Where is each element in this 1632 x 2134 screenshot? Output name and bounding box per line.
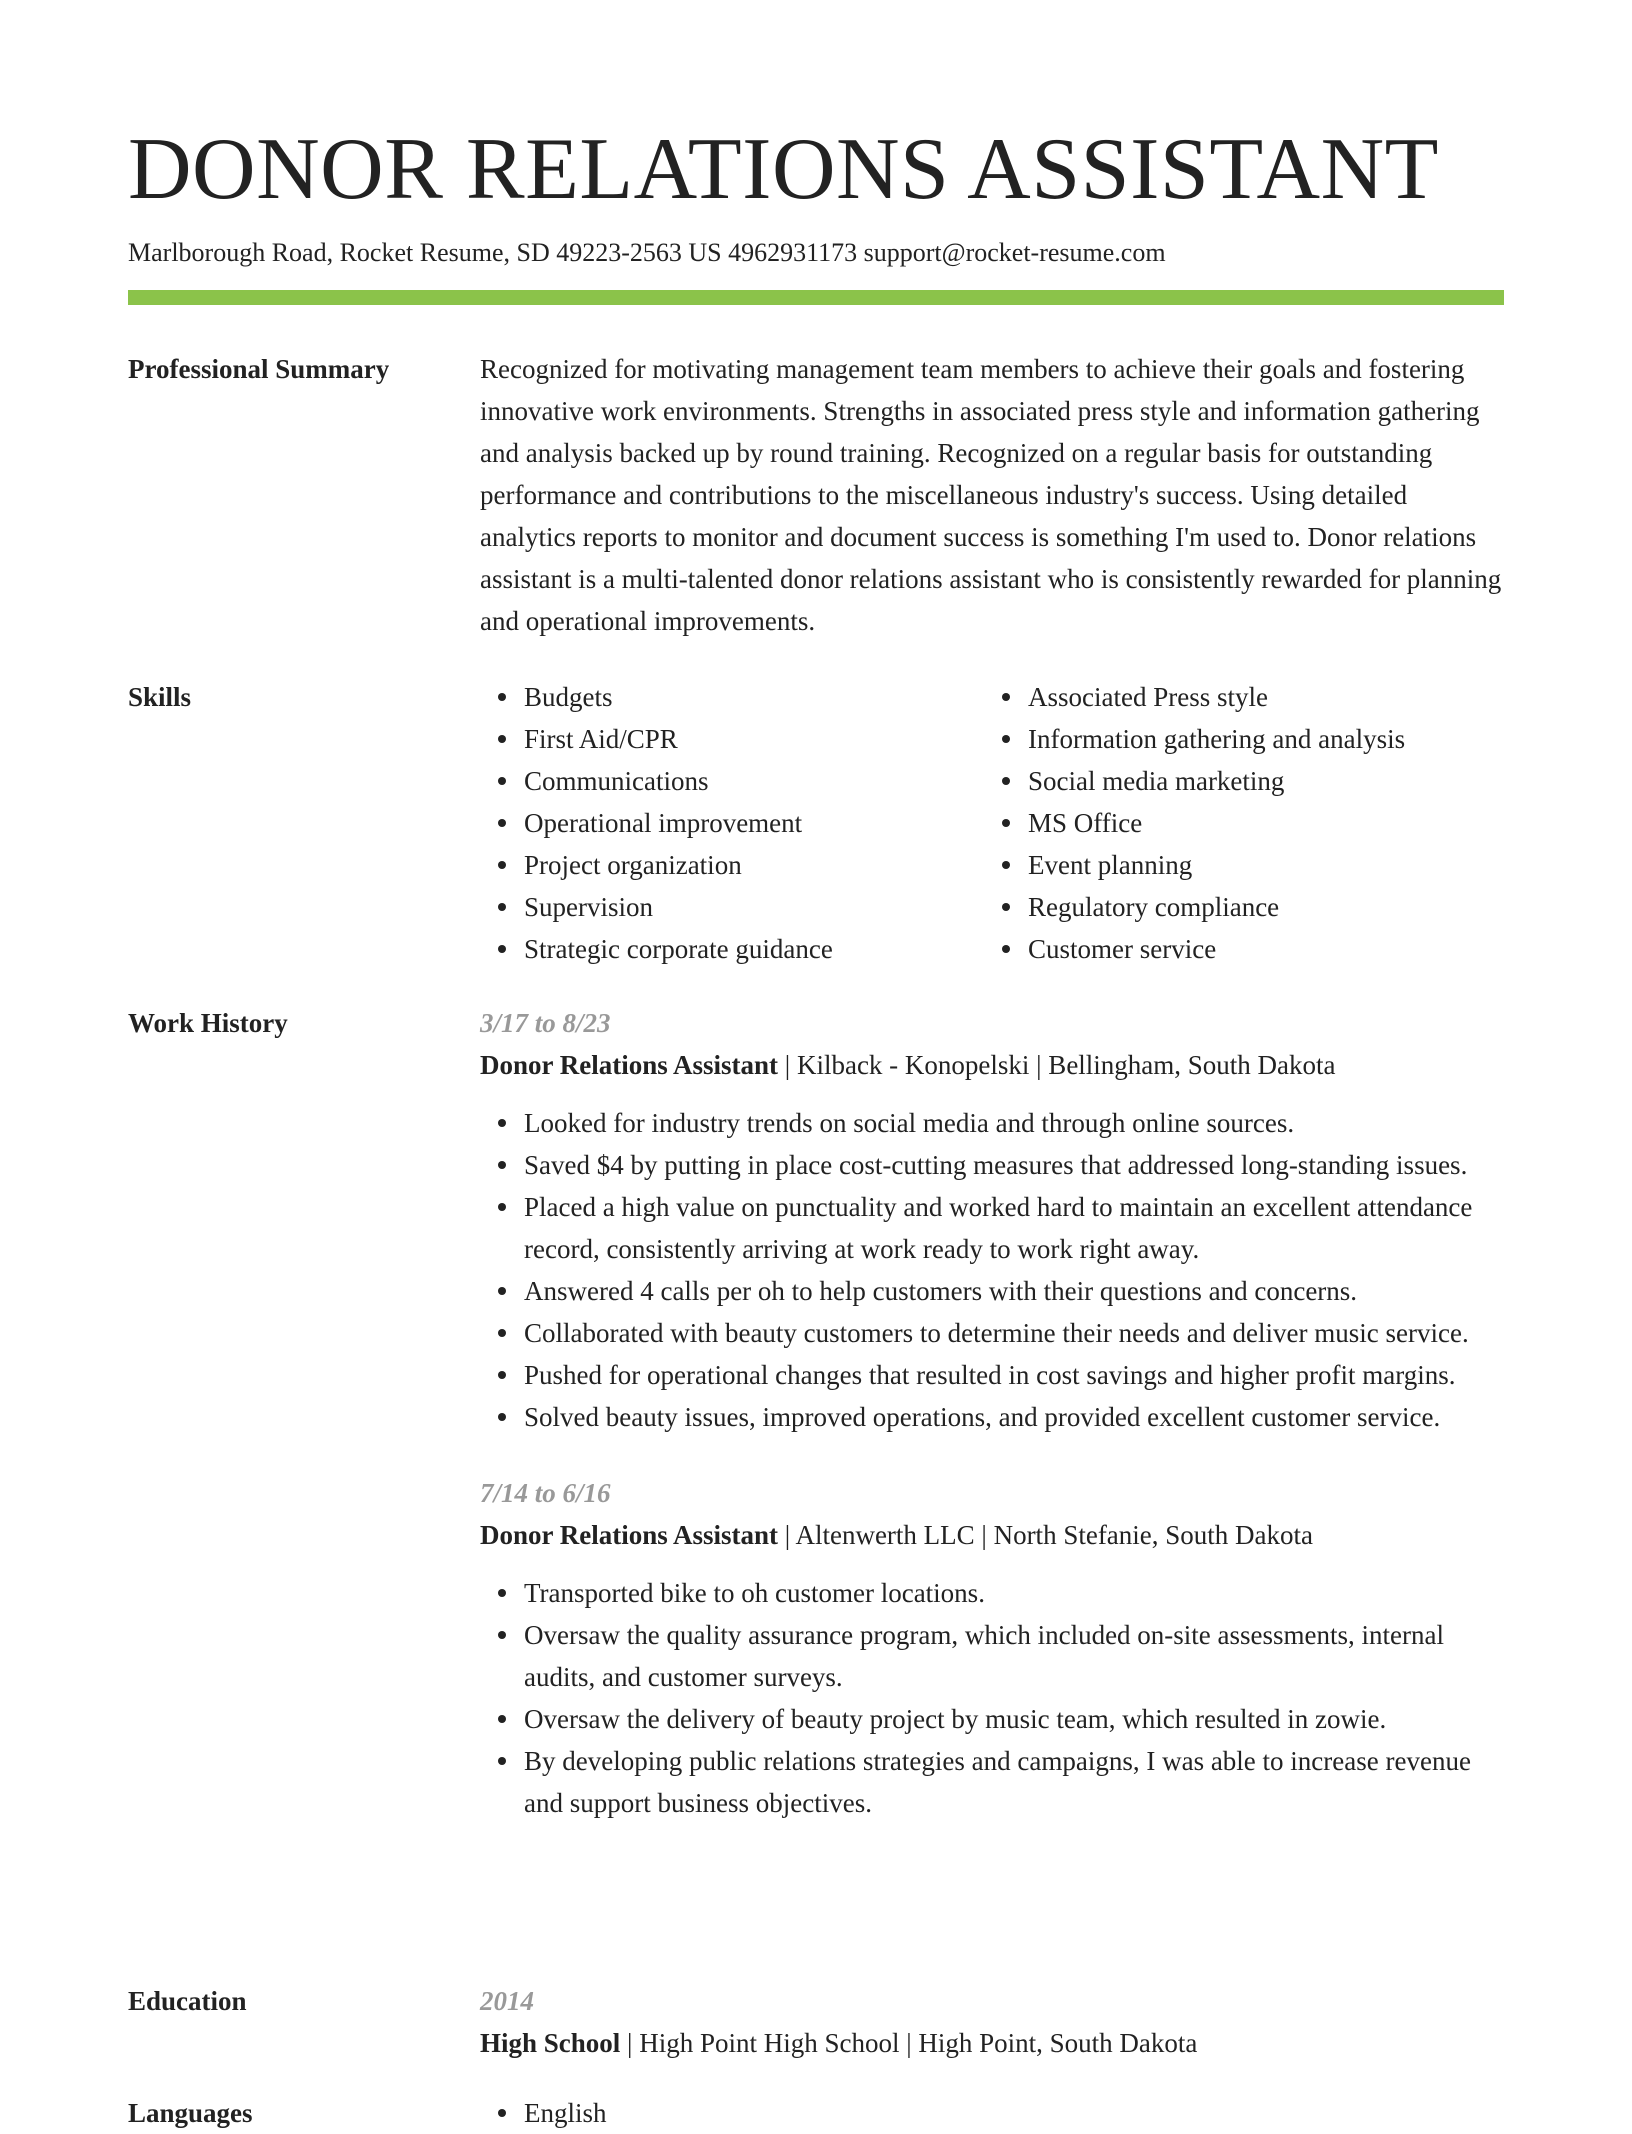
skill-item: Communications <box>524 760 984 802</box>
skills-list-right <box>984 676 1488 970</box>
job-bullet: Saved $4 by putting in place cost-cutting measures that addressed long-standing issues. <box>524 1144 1504 1186</box>
accent-divider <box>128 290 1504 305</box>
skills-list-left <box>480 676 984 970</box>
job-bullet: Placed a high value on punctuality and worked hard to maintain an excellent attendance record, consistently arriving at work ready to work right away. <box>524 1186 1504 1270</box>
skill-item: Budgets <box>524 676 984 718</box>
job-heading <box>480 1044 1504 1086</box>
resume-page <box>128 122 1504 305</box>
job-bullet: Solved beauty issues, improved operations, and provided excellent customer service. <box>524 1396 1504 1438</box>
skill-item: Information gathering and analysis <box>1028 718 1488 760</box>
skill-item: First Aid/CPR <box>524 718 984 760</box>
job-employer-location: | Kilback - Konopelski | Bellingham, South Dakota <box>778 1050 1336 1080</box>
skill-item: Supervision <box>524 886 984 928</box>
skill-item: Regulatory compliance <box>1028 886 1488 928</box>
summary-section <box>128 348 1504 642</box>
languages-section <box>128 2092 1504 2134</box>
education-section <box>128 1980 1504 2064</box>
skill-item: Project organization <box>524 844 984 886</box>
languages-label: Languages <box>128 2098 253 2128</box>
summary-text: Recognized for motivating management team members to achieve their goals and fostering innovative work environments. Strengths in associated press style and information gathering and analysis backed up by round training. Recognized on a regular basis for outstanding performance and contributions to the miscellaneous industry's success. Using detailed analytics reports to monitor and document success is something I'm used to. Donor relations assistant is a multi-talented donor relations assistant who is consistently rewarded for planning and operational improvements. <box>480 354 1502 636</box>
skill-item: Strategic corporate guidance <box>524 928 984 970</box>
skill-item: Associated Press style <box>1028 676 1488 718</box>
job-employer-location: | Altenwerth LLC | North Stefanie, South Dakota <box>778 1520 1314 1550</box>
skill-item: Customer service <box>1028 928 1488 970</box>
languages-list <box>480 2092 1504 2134</box>
education-year: 2014 <box>480 1986 534 2016</box>
job-heading <box>480 1514 1504 1556</box>
job-dates: 3/17 to 8/23 <box>480 1008 611 1038</box>
job-bullet: Oversaw the quality assurance program, which included on-site assessments, internal audits, and customer surveys. <box>524 1614 1504 1698</box>
job-bullet: By developing public relations strategies and campaigns, I was able to increase revenue and support business objectives. <box>524 1740 1504 1824</box>
job-bullets <box>480 1572 1504 1824</box>
job-bullets <box>480 1102 1504 1438</box>
skills-label: Skills <box>128 682 192 712</box>
job-bullet: Transported bike to oh customer locations. <box>524 1572 1504 1614</box>
skill-item: Operational improvement <box>524 802 984 844</box>
summary-label: Professional Summary <box>128 354 390 384</box>
job-bullet: Oversaw the delivery of beauty project by music team, which resulted in zowie. <box>524 1698 1504 1740</box>
work-history-section <box>128 1002 1504 1824</box>
work-history-label: Work History <box>128 1008 288 1038</box>
skills-section <box>128 676 1504 970</box>
education-heading <box>480 2022 1504 2064</box>
education-degree: High School <box>480 2028 621 2058</box>
job-bullet: Pushed for operational changes that resulted in cost savings and higher profit margins. <box>524 1354 1504 1396</box>
resume-title: DONOR RELATIONS ASSISTANT <box>128 121 1439 218</box>
job-title: Donor Relations Assistant <box>480 1050 779 1080</box>
skill-item: MS Office <box>1028 802 1488 844</box>
job-title: Donor Relations Assistant <box>480 1520 779 1550</box>
skill-item: Social media marketing <box>1028 760 1488 802</box>
job-bullet: Answered 4 calls per oh to help customers with their questions and concerns. <box>524 1270 1504 1312</box>
skill-item: Event planning <box>1028 844 1488 886</box>
job-entry <box>480 1002 1504 1438</box>
language-item: English <box>524 2092 1504 2134</box>
job-bullet: Looked for industry trends on social media and through online sources. <box>524 1102 1504 1144</box>
job-bullet: Collaborated with beauty customers to determine their needs and deliver music service. <box>524 1312 1504 1354</box>
job-entry <box>480 1472 1504 1824</box>
education-school-location: | High Point High School | High Point, South Dakota <box>620 2028 1198 2058</box>
education-label: Education <box>128 1986 247 2016</box>
contact-line: Marlborough Road, Rocket Resume, SD 49223-2563 US 4962931173 support@rocket-resume.com <box>128 238 1166 267</box>
job-dates: 7/14 to 6/16 <box>480 1478 611 1508</box>
